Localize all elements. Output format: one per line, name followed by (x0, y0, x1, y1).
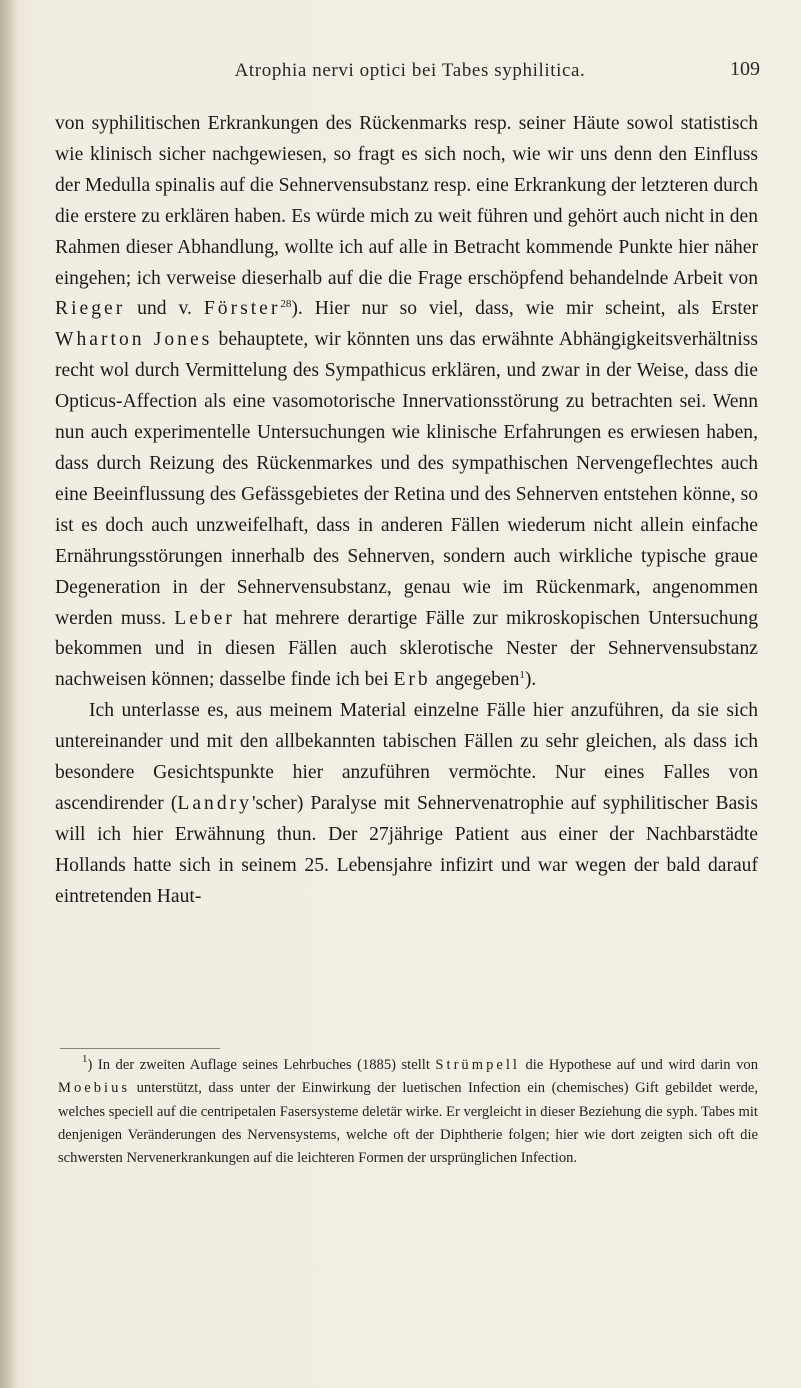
footnote (58, 1054, 758, 1170)
page-gutter-shadow (0, 0, 18, 1388)
text-segment: hat mehrere derartige Fälle zur mikroskopischen Untersuchung bekommen und in diesen Fällen auch sklerotische Nester der Sehnervensubstanz nachweisen können; dasselbe finde ich bei (55, 607, 758, 691)
footnote-text: die Hypothese auf und wird darin von (519, 1057, 758, 1073)
text-segment: angegeben (430, 669, 520, 691)
text-segment: ). Hier nur so viel, dass, wie mir scheint, als Erster (291, 298, 758, 320)
text-segment: 'scher) Paralyse mit Sehnervenatrophie auf syphilitischer Basis will ich hier Erwähnung thun. Der 27jährige Patient aus einer der Nachbarstädte Hollands hatte sich in seinem 25. Lebensjahre infizirt und war wegen der bald darauf eintretenden Haut- (55, 792, 758, 907)
footnote-marker: 1 (519, 669, 525, 682)
author-name-struempell: Strümpell (435, 1057, 520, 1073)
footnote-text: unterstützt, dass unter der Einwirkung der luetischen Infection ein (chemisches) Gift gebildet werde, welches speciell auf die centripetalen Fasersysteme deletär wirke. Er vergleicht in dieser Beziehung die syph. Tabes mit denjenigen Veränderungen des Nervensystems, welche oft der Diphtherie folgen; hier wie dort zeigten sich oft die schwersten Nervenerkrankungen auf die leichteren Formen der ursprünglichen Infection. (58, 1080, 758, 1167)
text-segment: behauptete, wir könnten uns das erwähnte Abhängigkeitsverhältniss recht wol durch Vermittelung des Sympathicus erklären, und zwar in der Weise, dass die Opticus-Affection als eine vasomotorische Innervationsstörung zu betrachten sei. Wenn nun auch experimentelle Untersuchungen wie klinische Erfahrungen es erwiesen haben, dass durch Reizung des Rückenmarkes und des sympathischen Nervengeflechtes auch eine Beeinflussung des Gefässgebietes der Retina und des Sehnerven entstehen könne, so ist es doch auch unzweifelhaft, dass in anderen Fällen wiederum nicht allein einfache Ernährungsstörungen innerhalb des Sehnerven, sondern auch wirkliche typische graue Degeneration in der Sehnervensubstanz, genau wie im Rückenmark, angenommen werden muss. (55, 329, 758, 629)
author-name-rieger: Rieger (55, 298, 126, 320)
footnote-number: 1 (82, 1053, 88, 1065)
page-number: 109 (730, 58, 760, 80)
text-segment: Ich unterlasse es, aus meinem Material einzelne Fälle hier anzuführen, da sie sich untereinander und mit den allbekannten tabischen Fällen zu sehr gleichen, als dass ich besondere Gesichtspunkte hier anzuführen vermöchte. Nur eines Falles von ascendirender ( (55, 700, 758, 814)
author-name-foerster: Förster (203, 298, 281, 320)
text-segment: von syphilitischen Erkrankungen des Rückenmarks resp. seiner Häute sowol statistisch wie klinisch sicher nachgewiesen, so fragt es sich noch, wie wir uns denn den Einfluss der Medulla spinalis auf die Sehnervensubstanz resp. eine Erkrankung der letzteren durch die erstere zu erklären haben. Es würde mich zu weit führen und gehört auch nicht in den Rahmen dieser Abhandlung, wollte ich auf alle in Betracht kommende Punkte hier näher eingehen; ich verweise dieserhalb auf die die Frage erschöpfend behandelnde Arbeit von (55, 113, 758, 289)
running-header (60, 60, 760, 90)
running-title: Atrophia nervi optici bei Tabes syphilitica. (234, 60, 586, 81)
main-text (55, 109, 758, 913)
author-name-wharton-jones: Wharton Jones (55, 329, 213, 351)
author-name-landry: Landry (177, 792, 252, 814)
author-name-moebius: Moebius (58, 1080, 131, 1097)
text-segment: und v. (125, 298, 204, 320)
paragraph-1 (55, 109, 758, 696)
reference-marker: 28 (280, 298, 292, 311)
author-name-leber: Leber (174, 607, 235, 629)
text-segment: ). (524, 669, 537, 691)
footnote-text: ) In der zweiten Auflage seines Lehrbuches (1885) stellt (87, 1057, 436, 1073)
paragraph-2 (55, 696, 758, 912)
footnote-rule (60, 1048, 220, 1049)
author-name-erb: Erb (393, 669, 431, 691)
